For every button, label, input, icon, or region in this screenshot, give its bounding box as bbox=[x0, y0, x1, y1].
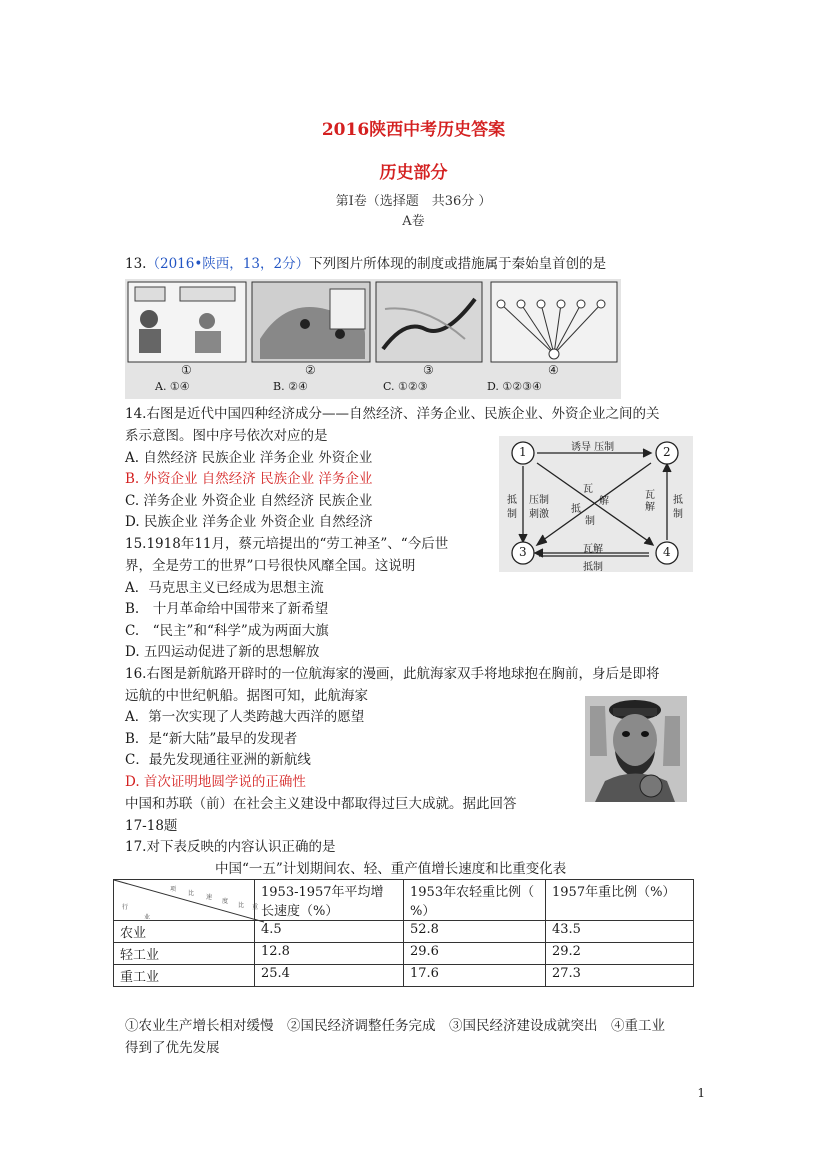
q14-label-right-c: 抵 bbox=[673, 495, 683, 506]
q14-label-diag-d: 制 bbox=[585, 516, 595, 527]
header-text: 长速度（%） bbox=[261, 904, 339, 919]
q13-option-d: D. ①②③④ bbox=[487, 380, 542, 393]
q13-image-strip bbox=[125, 279, 621, 399]
table-cell: 12.8 bbox=[255, 943, 404, 965]
q14-node-4: 4 bbox=[663, 545, 671, 559]
header-text: 1957年重比例（%） bbox=[552, 885, 676, 900]
table-corner-cell bbox=[114, 880, 259, 921]
volume-label: 第Ⅰ卷（选择题 共36分 ） bbox=[335, 194, 492, 209]
corner-char: 度 bbox=[222, 898, 229, 905]
corner-char: 项 bbox=[170, 886, 177, 893]
q15-option-b: B. 十月革命给中国带来了新希望 bbox=[125, 601, 329, 617]
intro-17-18-line2: 17-18题 bbox=[125, 818, 178, 834]
q14-label-bottom2: 抵制 bbox=[583, 562, 603, 573]
corner-char: 行 bbox=[122, 904, 129, 911]
q16-option-a: A．第一次实现了人类跨越大西洋的愿望 bbox=[125, 709, 365, 725]
q16-option-d: D. 首次证明地圆学说的正确性 bbox=[125, 774, 306, 790]
page-title: 2016陕西中考历史答案 bbox=[321, 120, 506, 140]
navigator-cartoon bbox=[585, 696, 687, 802]
corner-char: 业 bbox=[144, 914, 151, 921]
table-cell: 4.5 bbox=[255, 921, 404, 943]
table-cell: 29.6 bbox=[404, 943, 546, 965]
corner-char: 速 bbox=[206, 894, 213, 901]
q13-text: 下列图片所体现的制度或措施属于秦始皇首创的是 bbox=[309, 256, 607, 272]
q14-node-2: 2 bbox=[663, 445, 671, 459]
q14-label-bottom1: 瓦解 bbox=[583, 544, 603, 555]
intro-17-18-line1: 中国和苏联（前）在社会主义建设中都取得过巨大成就。据此回答 bbox=[125, 796, 517, 812]
table-header-1957 bbox=[546, 880, 694, 921]
table-cell: 25.4 bbox=[255, 965, 404, 987]
q17-table-title: 中国“一五”计划期间农、轻、重产值增长速度和比重变化表 bbox=[215, 861, 567, 877]
q14-option-a: A. 自然经济 民族企业 洋务企业 外资企业 bbox=[125, 450, 373, 466]
q14-label-right-a: 瓦 bbox=[645, 490, 655, 501]
q13-option-c: C. ①②③ bbox=[383, 380, 428, 393]
q14-label-right-d: 制 bbox=[673, 509, 683, 520]
q15-option-d: D. 五四运动促进了新的思想解放 bbox=[125, 644, 320, 660]
navigator-illustration bbox=[585, 696, 687, 802]
table-header-growth bbox=[255, 880, 404, 921]
q14-stem-line2: 系示意图。图中序号依次对应的是 bbox=[125, 428, 328, 444]
q14-label-top: 诱导 压制 bbox=[571, 442, 615, 453]
q13-label-4: ④ bbox=[548, 363, 559, 377]
table-cell: 17.6 bbox=[404, 965, 546, 987]
corner-char: 比 bbox=[188, 890, 195, 897]
q13-label-2: ② bbox=[305, 363, 316, 377]
q14-label-left2: 制 bbox=[507, 509, 517, 520]
table-cell: 43.5 bbox=[546, 921, 694, 943]
q17-statements-line2: 得到了优先发展 bbox=[125, 1040, 220, 1056]
q14-label-left1: 抵 bbox=[507, 495, 517, 506]
table-cell: 52.8 bbox=[404, 921, 546, 943]
q14-label-right-b: 解 bbox=[645, 502, 655, 513]
q15-stem-line1: 15.1918年11月，蔡元培提出的“劳工神圣”、“今后世 bbox=[125, 536, 449, 552]
corner-char: 比 bbox=[238, 902, 245, 909]
table-cell: 29.2 bbox=[546, 943, 694, 965]
header-text: %） bbox=[410, 904, 436, 919]
paper-label: A卷 bbox=[402, 214, 425, 229]
table-row bbox=[114, 965, 694, 987]
section-title: 历史部分 bbox=[379, 163, 448, 183]
q14-diagram bbox=[499, 436, 693, 572]
q14-stem-line1: 14.右图是近代中国四种经济成分——自然经济、洋务企业、民族企业、外资企业之间的关 bbox=[125, 406, 660, 422]
header-text: 1953-1957年平均增 bbox=[261, 885, 384, 900]
table-cell: 农业 bbox=[114, 921, 255, 943]
q15-option-c: C. “民主”和“科学”成为两面大旗 bbox=[125, 623, 329, 639]
q14-label-inner1: 压制 bbox=[529, 495, 549, 506]
page-number: 1 bbox=[697, 1086, 705, 1100]
q15-option-a: A．马克思主义已经成为思想主流 bbox=[125, 580, 324, 596]
q14-label-diag-a: 瓦 bbox=[583, 484, 593, 495]
q14-label-diag-c: 抵 bbox=[571, 504, 581, 515]
q13-source: （2016•陕西，13，2分） bbox=[146, 256, 310, 272]
q17-statements-line1: ①农业生产增长相对缓慢 ②国民经济调整任务完成 ③国民经济建设成就突出 ④重工业 bbox=[125, 1018, 665, 1034]
table-cell: 27.3 bbox=[546, 965, 694, 987]
q14-node-3: 3 bbox=[519, 545, 527, 559]
q13-label-3: ③ bbox=[423, 363, 434, 377]
table-cell: 轻工业 bbox=[114, 943, 255, 965]
q16-stem-line1: 16.右图是新航路开辟时的一位航海家的漫画，此航海家双手将地球抱在胸前，身后是即将 bbox=[125, 666, 660, 682]
table-row bbox=[114, 921, 694, 943]
q14-label-inner2: 刺激 bbox=[529, 509, 549, 520]
q16-option-b: B．是“新大陆”最早的发现者 bbox=[125, 731, 298, 747]
q13-option-b: B. ②④ bbox=[273, 380, 308, 393]
table-header-1953 bbox=[404, 880, 546, 921]
q14-option-c: C. 洋务企业 外资企业 自然经济 民族企业 bbox=[125, 493, 373, 509]
q15-stem-line2: 界，全是劳工的世界”口号很快风靡全国。这说明 bbox=[125, 558, 416, 574]
q14-node-1: 1 bbox=[519, 445, 527, 459]
corner-char: 重 bbox=[252, 904, 259, 911]
table-row bbox=[114, 943, 694, 965]
q16-option-c: C．最先发现通往亚洲的新航线 bbox=[125, 752, 311, 768]
q13-images bbox=[125, 279, 621, 399]
table-header-row bbox=[114, 880, 694, 921]
q14-option-d: D. 民族企业 洋务企业 外资企业 自然经济 bbox=[125, 514, 373, 530]
q13-number: 13. bbox=[125, 256, 147, 272]
header-text: 1953年农轻重比例（ bbox=[410, 885, 535, 900]
q17-stem: 17.对下表反映的内容认识正确的是 bbox=[125, 839, 336, 855]
q14-option-b: B. 外资企业 自然经济 民族企业 洋务企业 bbox=[125, 471, 373, 487]
q16-stem-line2: 远航的中世纪帆船。据图可知，此航海家 bbox=[125, 688, 368, 704]
q14-label-diag-b: 解 bbox=[599, 496, 609, 507]
q13-option-a: A. ①④ bbox=[155, 380, 190, 393]
table-cell: 重工业 bbox=[114, 965, 255, 987]
q13-label-1: ① bbox=[181, 363, 192, 377]
q17-table bbox=[113, 879, 694, 987]
q13-stem bbox=[125, 254, 606, 274]
